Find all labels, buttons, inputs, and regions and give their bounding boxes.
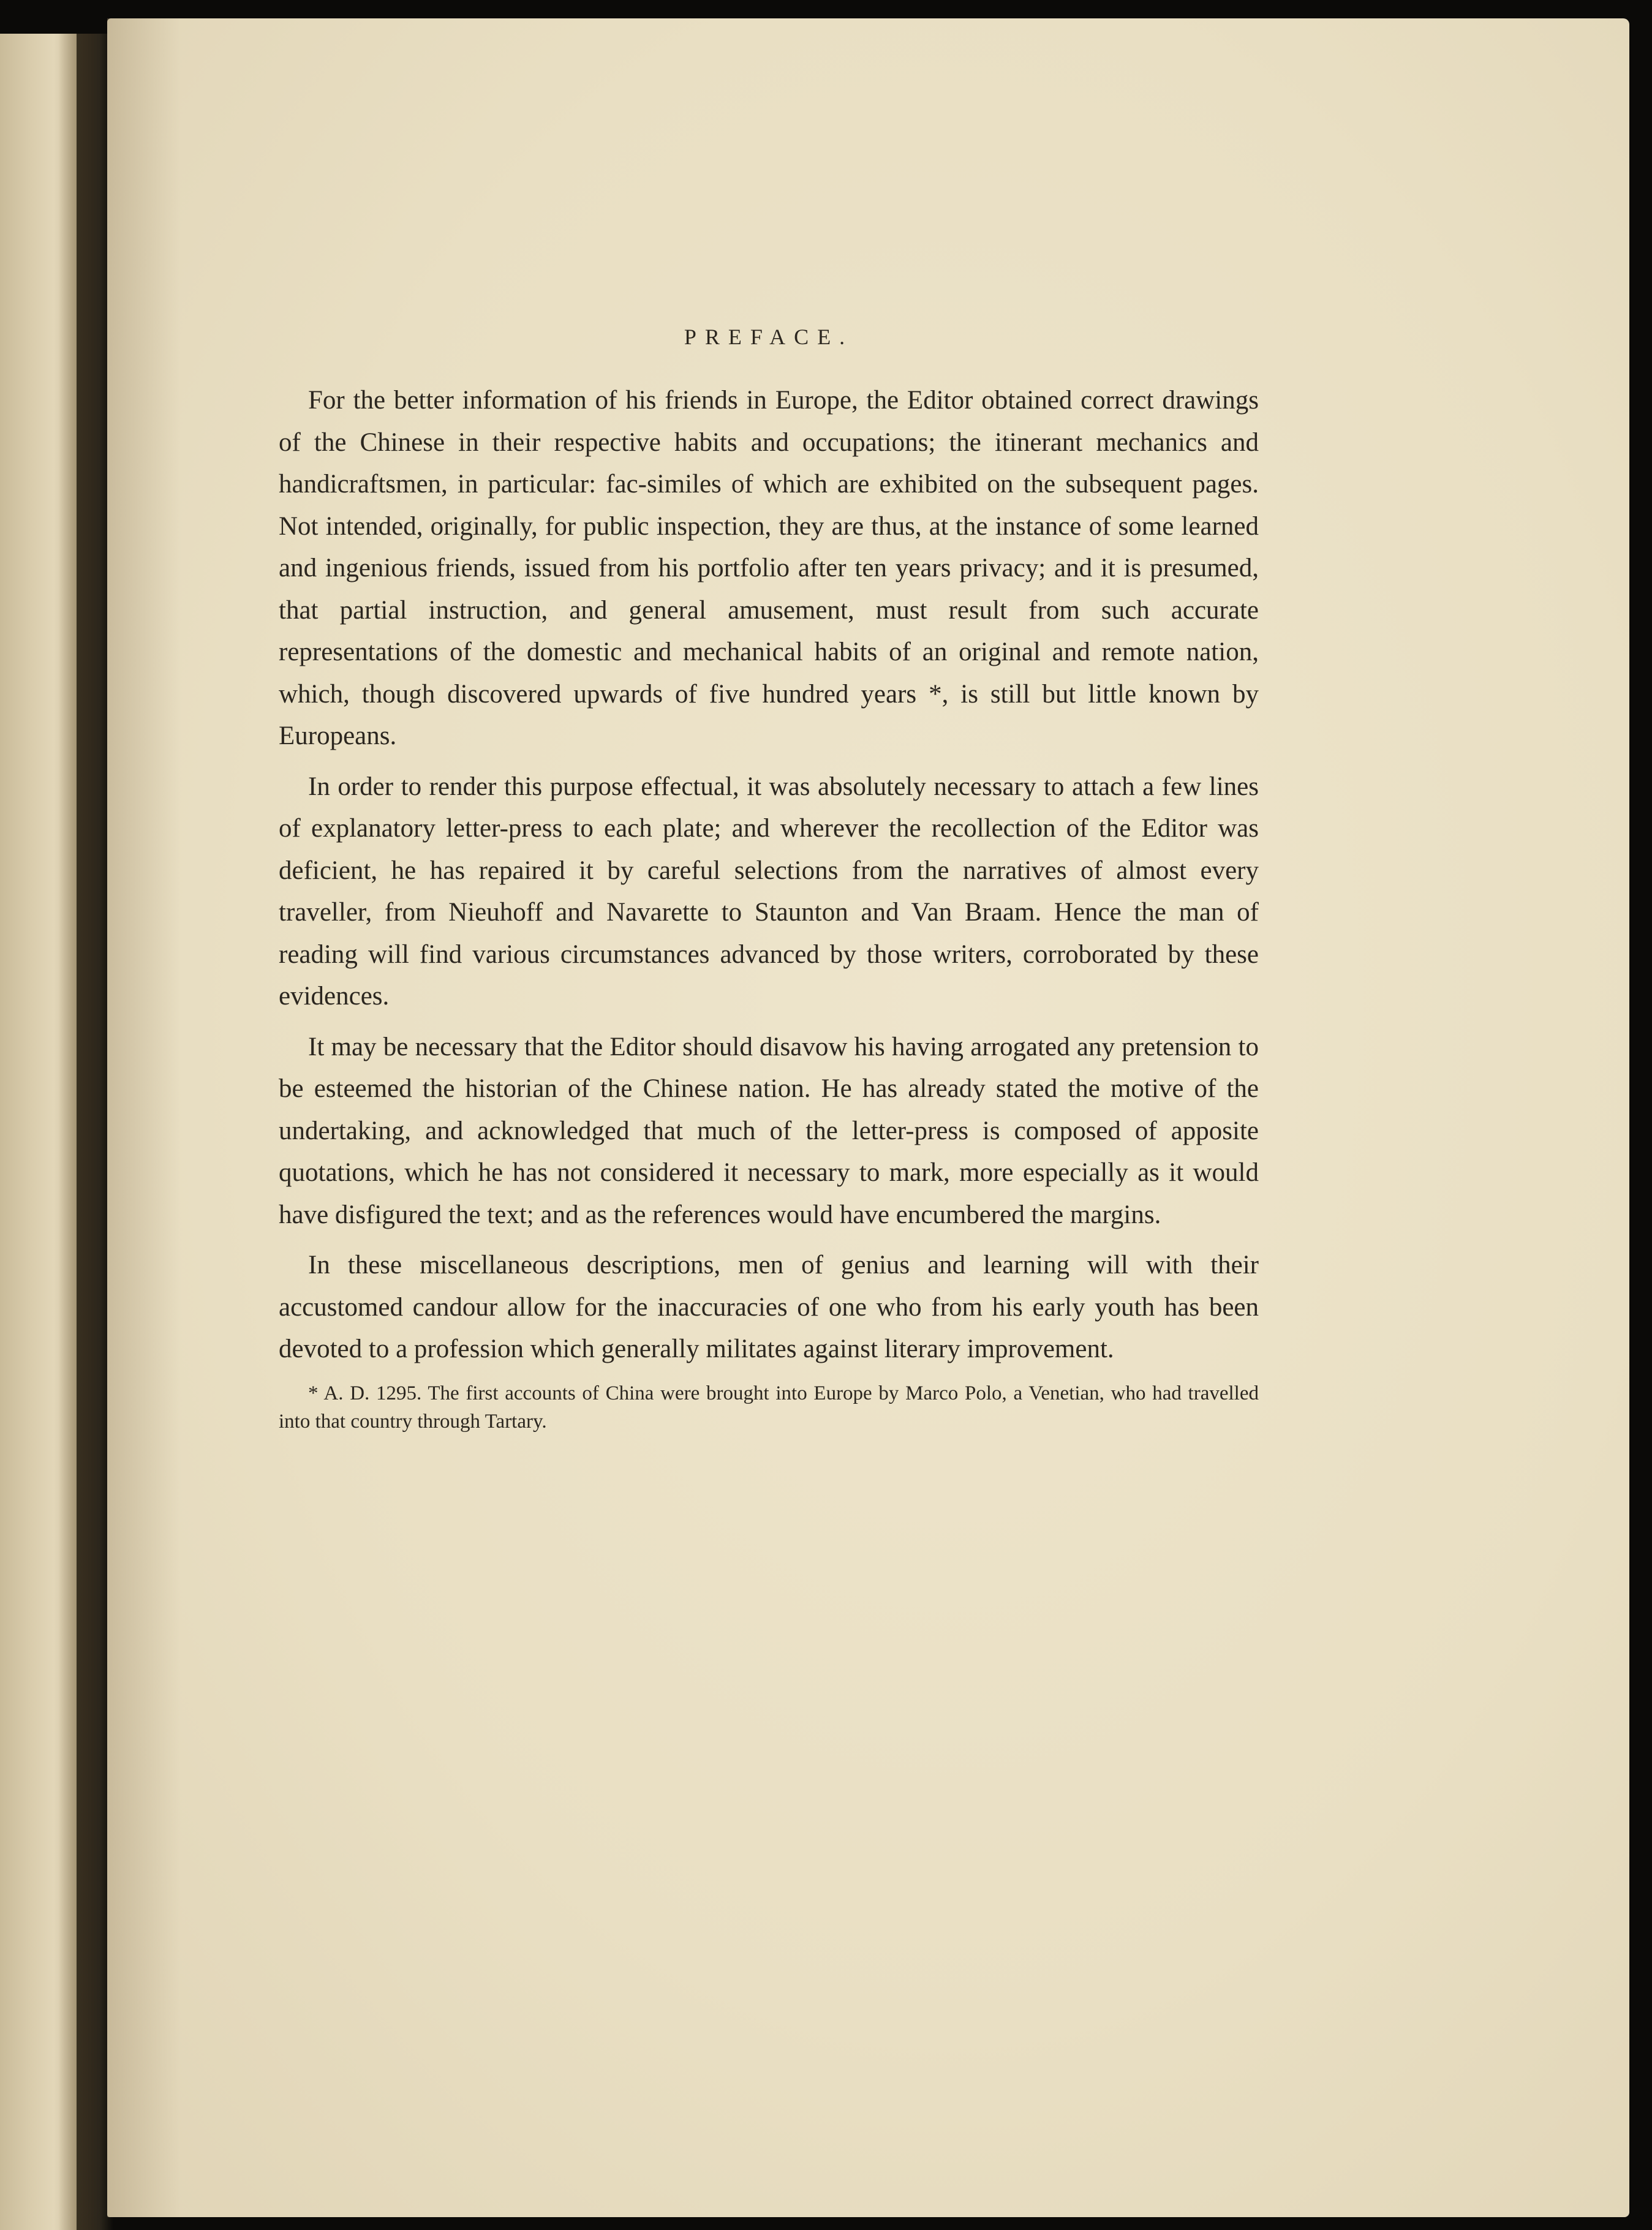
paragraph-4: In these miscellaneous descriptions, men of genius and learning will with their accustomed candour allow for the inaccuracies of one who from his early youth has been devoted to a profession which generally militates against literary improvement. <box>279 1251 1259 1363</box>
footnote: * A. D. 1295. The first accounts of China were brought into Europe by Marco Polo, a Venetian, who had travelled into that country through Tartary. <box>279 1382 1259 1433</box>
paragraph-1: For the better information of his friends in Europe, the Editor obtained correct drawings of the Chinese in their respective habits and occupations; the itinerant mechanics and handicraftsmen, in particular: fac-similes of which are exhibited on the subsequent pages. Not intended, originally, for public inspection, they are thus, at the instance of some learned and ingenious friends, issued from his portfolio after ten years privacy; and it is presumed, that partial instruction, and general amusement, must result from such accurate representations of the domestic and mechanical habits of an original and remote nation, which, though discovered upwards of five hundred years *, is still but little known by Europeans. <box>279 386 1259 750</box>
book-gutter <box>58 34 113 2230</box>
paragraph-3: It may be necessary that the Editor should disavow his having arrogated any pretension to be esteemed the historian of the Chinese nation. He has already stated the motive of the undertaking, and acknowledged that much of the letter-press is composed of apposite quotations, which he has not considered it necessary to mark, more especially as it would have disfigured the text; and as the references would have encumbered the margins. <box>279 1032 1259 1229</box>
paragraph-2: In order to render this purpose effectual, it was absolutely necessary to attach a few lines of explanatory letter-press to each plate; and wherever the recollection of the Editor was deficient, he has repaired it by careful selections from the narratives of almost every traveller, from Nieuhoff and Navarette to Staunton and Van Braam. Hence the man of reading will find various circumstances advanced by those writers, corroborated by these evidences. <box>279 772 1259 1011</box>
page-text-block <box>279 318 1259 1456</box>
page-curl-shadow <box>107 18 181 2217</box>
page-title: PREFACE. <box>684 325 854 349</box>
